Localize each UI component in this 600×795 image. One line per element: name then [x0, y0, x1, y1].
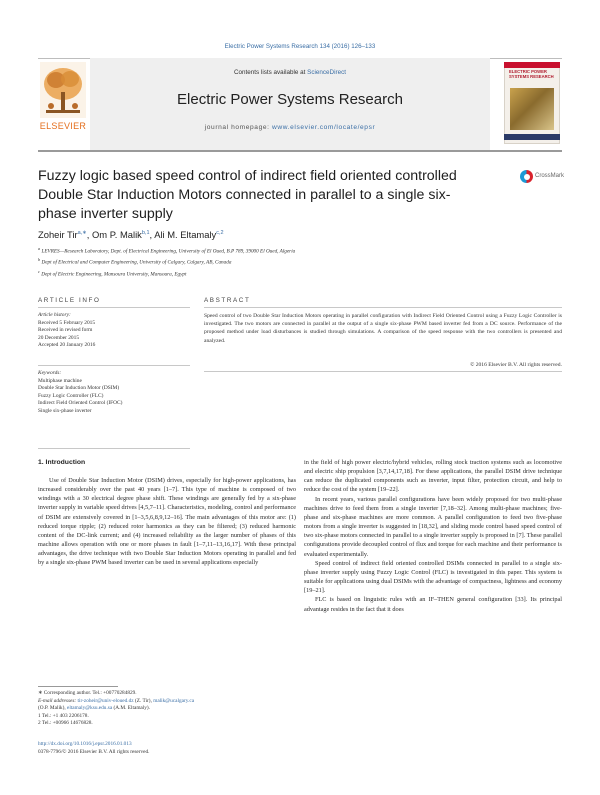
body-paragraph: Use of Double Star Induction Motor (DSIM) drives, especially for high-power applications, has increased considerably over the past 40 years [1–7]. This type of machine is composed of two windings with a 30 electrical degree phase shift. These windings are generally fed by a six-phase inverter supply in variable speed drives [4,5,7–11]. Characteristics, modeling, control and performance of DSIM are extensively covered in [1–3,5,6,8,9,12–16]. The main advantages of this motor are: (1) reduced torque ripple; (2) reduced rotor harmonics as they can be filtered; (3) reduced harmonic content of the DC-link current; and (4) increased reliability as the larger number of phases of this machine allows operation with one or more phases in fault [1–7,11–13,16,17]. With these principal advantages, the drive technique with two Double Star Induction Motors operating in parallel and fed by a single six-phase PWM based inverter can be used in several applications especially: [38, 477, 296, 567]
abstract-heading: ABSTRACT: [204, 297, 251, 304]
author-name: Om P. Malik: [92, 229, 142, 240]
email-owner: (O.P. Malik),: [38, 705, 67, 712]
author-name: Zoheir Tir: [38, 229, 78, 240]
affiliation-item: [38, 245, 558, 256]
affiliation-text: Dept of Electric Engineering, Mansoura University, Mansoura, Egypt: [41, 271, 187, 278]
affiliation-mark: b: [38, 257, 41, 263]
article-history: [38, 312, 190, 350]
contents-available: [90, 69, 490, 76]
crossmark-label: CrossMark: [535, 173, 565, 179]
affiliation-text: Dept of Electrical and Computer Engineering, University of Calgary, Calgary, AB, Canada: [41, 260, 232, 267]
telephone-note: 2 Tel.: +00966 14676828.: [38, 720, 93, 727]
homepage-label: journal homepage:: [204, 124, 272, 131]
keyword-item: Double Star Induction Motor (DSIM): [38, 385, 120, 392]
doi-link[interactable]: http://dx.doi.org/10.1016/j.epsr.2016.01.013: [38, 741, 132, 747]
keyword-item: Indirect Field Oriented Control (IFOC): [38, 400, 123, 407]
email-addresses-cont: [38, 705, 296, 713]
cover-bottom-band: [504, 134, 560, 140]
keyword-item: Single six-phase inverter: [38, 407, 92, 414]
history-item: Received 5 February 2015: [38, 319, 96, 326]
homepage-link[interactable]: www.elsevier.com/locate/epsr: [271, 124, 376, 131]
keywords-bottom-rule: [38, 448, 190, 449]
article-info-divider: [38, 365, 190, 366]
cover-image: [510, 88, 554, 130]
author-affiliation-mark[interactable]: a,∗: [77, 229, 87, 236]
author-name: Ali M. Eltamaly: [154, 229, 217, 240]
abstract-bottom-rule: [204, 371, 562, 372]
journal-reference[interactable]: Electric Power Systems Research 134 (2016) 126–133: [224, 43, 376, 50]
journal-name: Electric Power Systems Research: [177, 91, 403, 108]
email-label: E-mail addresses:: [38, 697, 78, 704]
affiliation-mark: c: [38, 268, 40, 274]
email-owner: (A.M. Eltamaly).: [112, 705, 150, 712]
body-paragraph: in the field of high power electric/hybrid vehicles, rolling stock traction systems such as locomotive and electric ship propulsion [3,7,14,17,18]. For these applications, the parallel DSIM drive technique can reduce the duplicated components such as inverter, input filter, protection circuit, and help to reduce the cost of the system [19–22].: [304, 459, 562, 494]
keyword-item: Multiphase machine: [38, 377, 82, 384]
crossmark-icon-center: [524, 174, 530, 180]
affiliation-item: [38, 268, 558, 279]
article-info-heading: ARTICLE INFO: [38, 297, 101, 304]
affiliation-text: LEVRES—Research Laboratory, Dept. of Electrical Engineering, University of El Oued, B.P 789, 39000 El Oued, Algeria: [41, 248, 296, 255]
body-column-right: [304, 458, 562, 614]
keyword-item: Fuzzy Logic Controller (FLC): [38, 392, 104, 399]
cover-top-band: [504, 62, 560, 68]
corresponding-author-note: ∗ Corresponding author. Tel.: +00770284829.: [38, 690, 137, 696]
body-paragraph: FLC is based on linguistic rules with an IF–THEN general configuration [33]. Its principal advantage resides in the fact that it does: [304, 596, 562, 613]
body-paragraph: In recent years, various parallel configurations have been widely proposed for two multi-phase machines drive to feed them from a single inverter [7,18–32]. Among multi-phase machines; five-phase and six-phase machines are more common. A parallel configuration to feed two five-phase motors from a single inverter is suggested in [18,32], and sliding mode control based speed control of two six-phase motors connected in parallel to a single inverter supply is proposed in [7]. These parallel configurations provide decoupled control of flux and torque for each machine and their performance is evaluated experimentally.: [304, 495, 562, 558]
email-owner: (Z. Tir),: [133, 697, 154, 704]
article-history-label: Article history:: [38, 312, 71, 318]
author-affiliation-mark[interactable]: b,1: [141, 229, 150, 236]
body-column-left: [38, 476, 296, 568]
affiliation-item: [38, 256, 558, 267]
article-info-rule: [38, 307, 190, 308]
elsevier-tree-logo-icon: [40, 62, 86, 118]
abstract-text: Speed control of two Double Star Induction Motors operating in parallel configuration with Indirect Field Oriented Control using a Fuzzy Logic Controller is investigated. The two motors are connected in parallel at the output of a single six-phase PWM based inverter fed from a DC source. Performance of the proposed method under load disturbances is studied through simulations. A comparison of the speed response with the two controllers is presented and analyzed.: [204, 313, 562, 344]
email-link[interactable]: eltamaly@ksu.edu.sa: [67, 705, 113, 712]
journal-homepage: [90, 124, 490, 131]
history-item: Accepted 20 January 2016: [38, 342, 96, 349]
author-affiliation-mark[interactable]: c,2: [216, 229, 224, 236]
email-link[interactable]: malik@ucalgary.ca: [153, 697, 195, 704]
contents-prefix: Contents lists available at: [233, 69, 308, 76]
body-paragraph: Speed control of indirect field oriented controlled DSIMs connected in parallel to a single six-phase inverter supply using Fuzzy Logic Control (FLC) is investigated in this paper. This system is suitable for applications using dual DSIMs with the advantage of compactness, lightness and economy [19–21].: [304, 559, 562, 595]
article-footer: [38, 741, 296, 756]
affiliation-mark: a: [38, 246, 41, 251]
history-item: 20 December 2015: [38, 334, 80, 341]
issn-copyright: 0378-7796/© 2016 Elsevier B.V. All rights reserved.: [38, 748, 150, 755]
sciencedirect-link[interactable]: ScienceDirect: [307, 69, 346, 76]
author-list: Zoheir Tir$^{a,∗}$, Om P. Malik$^{b,1}$, Ali M. Eltamaly$^{c,2}$: [38, 229, 224, 240]
abstract-copyright: © 2016 Elsevier B.V. All rights reserved.: [470, 362, 562, 368]
footnotes: [38, 690, 296, 728]
history-item: Received in revised form: [38, 327, 93, 334]
affiliations: [38, 245, 558, 279]
abstract-rule: [204, 307, 562, 308]
article-title: Fuzzy logic based speed control of indirect field oriented controlled Double Star Induction Motors connected in parallel to a single six-phase inverter supply: [38, 168, 457, 222]
crossmark-badge[interactable]: [520, 170, 565, 184]
section-heading-introduction: 1. Introduction: [38, 459, 86, 466]
telephone-note: 1 Tel.: +1 403 2206178.: [38, 712, 89, 719]
footnote-rule: [38, 686, 118, 687]
email-link[interactable]: tir-zoheir@univ-eloued.dz: [77, 697, 134, 704]
keywords-label: Keywords:: [38, 370, 62, 376]
header-bottom-rule: [38, 150, 562, 152]
cover-title: ELECTRIC POWER SYSTEMS RESEARCH: [509, 69, 554, 79]
publisher-wordmark: ELSEVIER: [39, 121, 87, 131]
keywords: [38, 370, 190, 416]
